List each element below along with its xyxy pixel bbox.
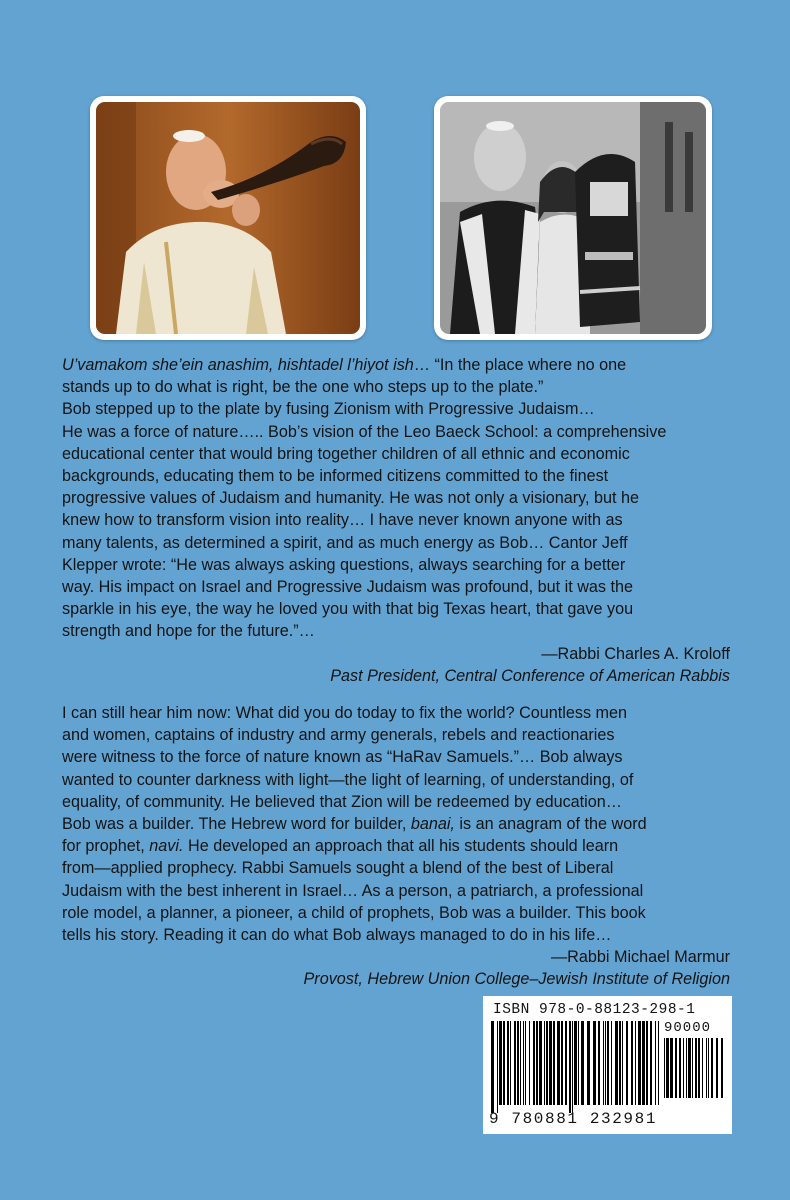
shofar-photo-icon	[96, 102, 360, 334]
barcode-bar	[607, 1021, 609, 1105]
barcode-bar	[491, 1021, 494, 1113]
barcode-bar	[503, 1021, 505, 1105]
quote-line: tells his story. Reading it can do what Bob always managed to do in his life…	[62, 926, 612, 945]
barcode-bar	[695, 1038, 697, 1098]
barcode-bar	[510, 1021, 511, 1105]
barcode-bar	[686, 1038, 687, 1098]
quote-line: knew how to transform vision into reality… I have never known anyone with as	[62, 511, 623, 530]
barcode-bar	[605, 1021, 606, 1105]
barcode-bar	[544, 1021, 545, 1105]
barcode-bar	[581, 1021, 584, 1105]
isbn-barcode	[483, 996, 732, 1134]
isbn-label: ISBN 978-0-88123-298-1	[493, 1002, 696, 1018]
price-code: 90000	[664, 1020, 712, 1036]
barcode-bar	[666, 1038, 669, 1098]
quote-line: I can still hear him now: What did you do today to fix the world? Countless men	[62, 704, 628, 722]
barcode-bar	[706, 1038, 707, 1098]
barcode-bar	[523, 1021, 524, 1105]
quote-line: educational center that would bring together children of all ethnic and economic	[62, 444, 630, 463]
barcode-bar	[529, 1021, 530, 1105]
barcode-bar	[517, 1021, 519, 1105]
barcode-bar	[578, 1021, 579, 1105]
photo-rabbi-with-torah	[434, 96, 712, 340]
ean-digits: 9 780881 232981	[489, 1110, 658, 1128]
barcode-bar	[683, 1038, 684, 1098]
barcode-bar	[539, 1021, 542, 1105]
quote-line: Klepper wrote: “He was always asking questions, always searching for a better	[62, 555, 626, 574]
barcode-bar	[675, 1038, 677, 1098]
barcode-bar	[572, 1021, 573, 1113]
barcode-bar	[593, 1021, 596, 1105]
quote-line: strength and hope for the future.”…	[62, 622, 315, 641]
barcode-bar	[546, 1021, 548, 1105]
torah-photo-icon	[440, 102, 706, 334]
barcode-bar	[631, 1021, 633, 1105]
barcode-bar	[497, 1021, 498, 1113]
barcode-bar	[536, 1021, 538, 1105]
quote-line: role model, a planner, a pioneer, a child of prophets, Bob was a builder. This book	[62, 903, 646, 922]
quote-line: He was a force of nature….. Bob’s vision of the Leo Baeck School: a comprehensive	[62, 422, 667, 441]
barcode-bar	[638, 1021, 641, 1105]
barcode-bar	[708, 1038, 709, 1098]
barcode-bar	[698, 1038, 700, 1098]
barcode-bar	[716, 1038, 718, 1098]
barcode-bar	[655, 1021, 656, 1105]
barcode-bar	[650, 1021, 652, 1105]
barcode-bar	[611, 1021, 612, 1105]
barcode-bar	[688, 1038, 691, 1098]
quote-line: sparkle in his eye, the way he loved you with that big Texas heart, that gave you	[62, 600, 634, 619]
barcode-bar	[721, 1038, 723, 1098]
barcode-bar	[622, 1021, 623, 1105]
barcode-bar	[553, 1021, 555, 1105]
quote-line: way. His impact on Israel and Progressive Judaism was profound, but it was the	[62, 578, 634, 597]
quote-line: U’vamakom she’ein anashim, hishtadel l’hiyot ish… “In the place where no one	[62, 356, 627, 374]
attribution-title: Past President, Central Conference of American Rabbis	[330, 666, 730, 685]
barcode-bar	[626, 1021, 628, 1105]
endorsement-marmur	[62, 702, 730, 991]
quote-line: many talents, as determined a spirit, and as much energy as Bob… Cantor Jeff	[62, 533, 628, 552]
quote-line: for prophet, navi. He developed an approach that all his students should learn	[62, 837, 619, 856]
quote-line: backgrounds, educating them to be informed citizens committed to the finest	[62, 467, 609, 486]
quote-line: Bob stepped up to the plate by fusing Zionism with Progressive Judaism…	[62, 400, 595, 419]
barcode-bar	[598, 1021, 600, 1105]
quote-line: stands up to do what is right, be the one who steps up to the plate.”	[62, 378, 544, 397]
barcode-bar	[525, 1021, 526, 1105]
barcode-bar	[569, 1021, 571, 1113]
quote-line: equality, of community. He believed that Zion will be redeemed by education…	[62, 792, 622, 811]
barcode-bar	[549, 1021, 552, 1105]
barcode-bar	[711, 1038, 713, 1098]
barcode-bar	[664, 1038, 665, 1098]
barcode-bar	[565, 1021, 567, 1105]
endorsement-kroloff	[62, 354, 730, 687]
barcode-bar	[635, 1021, 636, 1105]
barcode-bar	[679, 1038, 681, 1098]
barcode-bar	[557, 1021, 560, 1105]
photo-rabbi-blowing-shofar	[90, 96, 366, 340]
quote-line: Judaism with the best inherent in Israel… As a person, a patriarch, a professional	[62, 881, 644, 900]
barcode-bar	[561, 1021, 563, 1105]
quote-line: from—applied prophecy. Rabbi Samuels sought a blend of the best of Liberal	[62, 859, 614, 878]
quote-line: Bob was a builder. The Hebrew word for builder, banai, is an anagram of the word	[62, 815, 647, 834]
quote-line: and women, captains of industry and army generals, rebels and reactionaries	[62, 726, 615, 745]
barcode-bar	[507, 1021, 509, 1105]
barcode-bar	[692, 1038, 693, 1098]
barcode-bar	[603, 1021, 604, 1105]
barcode-bars-icon	[491, 1021, 661, 1113]
barcode-bar	[702, 1038, 703, 1098]
barcode-bar	[642, 1021, 645, 1105]
barcode-bar	[670, 1038, 673, 1098]
addon-bars-icon	[664, 1038, 724, 1106]
attribution-name: —Rabbi Michael Marmur	[550, 948, 730, 967]
barcode-bar	[646, 1021, 648, 1105]
attribution-title: Provost, Hebrew Union College–Jewish Institute of Religion	[303, 970, 730, 989]
quote-line: were witness to the force of nature known as “HaRav Samuels.”… Bob always	[62, 748, 623, 767]
barcode-bar	[587, 1021, 590, 1105]
barcode-bar	[574, 1021, 577, 1105]
barcode-bar	[499, 1021, 502, 1105]
barcode-bar	[514, 1021, 516, 1105]
attribution-name: —Rabbi Charles A. Kroloff	[541, 644, 730, 663]
barcode-bar	[615, 1021, 618, 1105]
barcode-bar	[520, 1021, 521, 1105]
barcode-bar	[619, 1021, 621, 1105]
barcode-bar	[533, 1021, 535, 1105]
quote-line: progressive values of Judaism and humanity. He was not only a visionary, but he	[62, 489, 640, 508]
quote-line: wanted to counter darkness with light—the light of learning, of understanding, of	[62, 770, 634, 789]
barcode-bar	[658, 1021, 659, 1105]
